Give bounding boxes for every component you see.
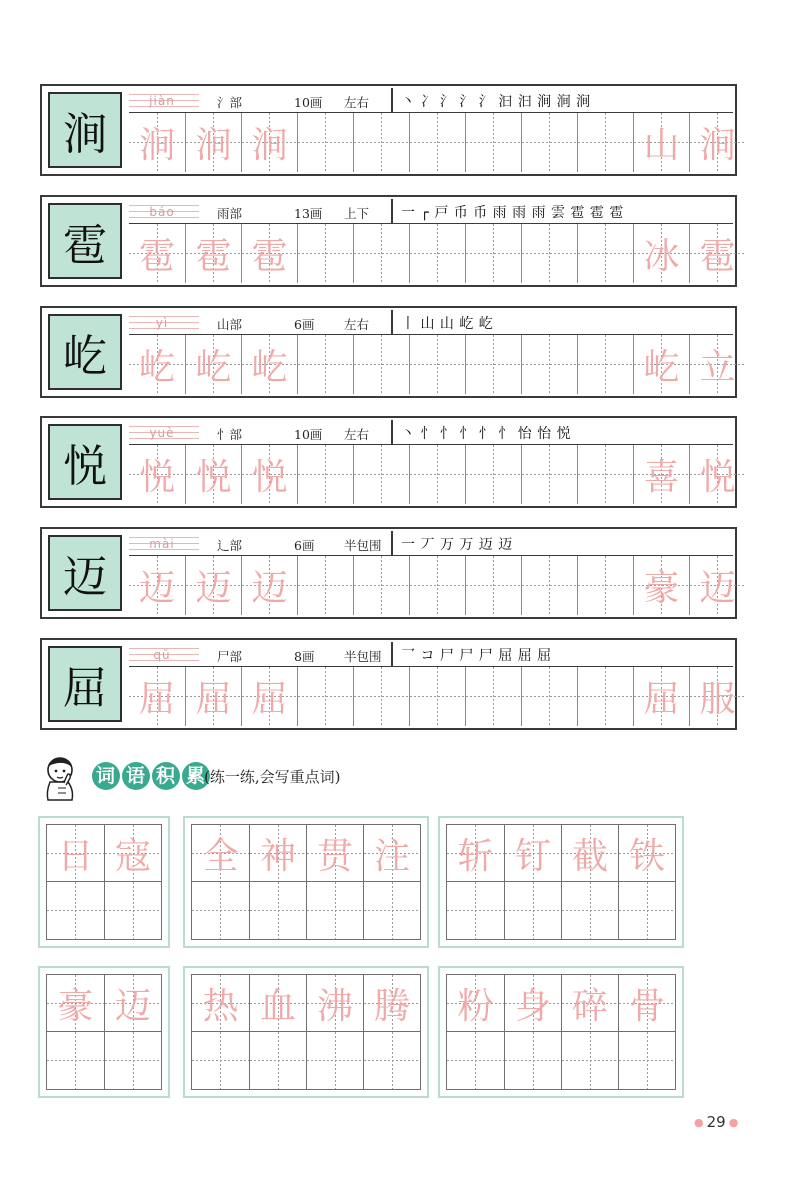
divider — [391, 642, 393, 667]
pinyin: mài — [149, 536, 175, 551]
word-writing-cell[interactable] — [505, 1032, 561, 1089]
structure: 半包围 — [344, 649, 382, 664]
writing-cell[interactable] — [521, 113, 577, 172]
word-writing-cell[interactable] — [105, 882, 161, 939]
word-grid — [183, 816, 429, 948]
word-trace-character: 腾 — [373, 985, 410, 1027]
writing-cell[interactable] — [409, 667, 465, 726]
section-title-char: 积 — [152, 762, 180, 790]
word-column — [306, 975, 363, 1089]
word-trace-character: 身 — [514, 985, 551, 1027]
word-writing-cell[interactable] — [192, 1032, 249, 1089]
writing-grid — [129, 667, 736, 726]
trace-character: 悦 — [138, 457, 175, 498]
word-column — [47, 825, 104, 939]
stroke-order: 一 ┌ 戸 币 币 雨 雨 雨 雲 雹 雹 雹 — [401, 205, 624, 221]
trace-character: 屈 — [138, 679, 175, 720]
word-column — [249, 825, 306, 939]
word-trace-character: 沸 — [316, 985, 353, 1027]
word-writing-cell[interactable] — [364, 1032, 420, 1089]
writing-cell[interactable] — [241, 556, 297, 615]
writing-cell[interactable] — [577, 667, 633, 726]
writing-cell[interactable] — [521, 556, 577, 615]
word-column — [447, 825, 504, 939]
word-writing-cell[interactable] — [47, 882, 104, 939]
word-writing-cell[interactable] — [192, 825, 249, 882]
radical: 辶部 — [217, 538, 243, 553]
main-character-box — [48, 203, 122, 279]
word-writing-cell[interactable] — [619, 1032, 675, 1089]
word-column — [104, 975, 161, 1089]
trace-character: 涧 — [251, 125, 288, 166]
section-title — [86, 762, 216, 790]
structure: 左右 — [344, 95, 370, 110]
word-trace-character: 截 — [571, 835, 608, 877]
writing-cell[interactable] — [689, 556, 745, 615]
stroke-count: 6画 — [294, 317, 315, 332]
word-column — [192, 975, 249, 1089]
word-writing-cell[interactable] — [307, 975, 363, 1032]
writing-cell[interactable] — [633, 556, 689, 615]
structure: 左右 — [344, 317, 370, 332]
character-info-strip — [129, 88, 733, 113]
writing-cell[interactable] — [577, 224, 633, 283]
word-trace-character: 钉 — [514, 835, 551, 877]
child-thinking-icon — [38, 752, 88, 802]
writing-cell[interactable] — [689, 113, 745, 172]
word-writing-cell[interactable] — [619, 882, 675, 939]
stroke-order: 乛 コ 尸 尸 尸 屈 屈 屈 — [401, 648, 552, 664]
writing-cell[interactable] — [241, 224, 297, 283]
writing-cell[interactable] — [185, 224, 241, 283]
character-info-strip — [129, 420, 733, 445]
character-row — [40, 527, 737, 619]
word-writing-cell[interactable] — [47, 1032, 104, 1089]
writing-cell[interactable] — [465, 556, 521, 615]
section-title-char: 词 — [92, 762, 120, 790]
pinyin: báo — [149, 204, 175, 219]
word-writing-cell[interactable] — [250, 825, 306, 882]
trace-character: 悦 — [251, 457, 288, 498]
word-writing-cell[interactable] — [250, 882, 306, 939]
writing-cell[interactable] — [633, 335, 689, 394]
main-character-box — [48, 314, 122, 390]
writing-cell[interactable] — [241, 335, 297, 394]
word-writing-cell[interactable] — [307, 882, 363, 939]
writing-cell[interactable] — [409, 113, 465, 172]
word-writing-cell[interactable] — [250, 1032, 306, 1089]
trace-character: 迈 — [138, 568, 175, 609]
writing-cell[interactable] — [185, 445, 241, 504]
writing-cell[interactable] — [297, 445, 353, 504]
writing-cell[interactable] — [241, 667, 297, 726]
word-writing-cell[interactable] — [47, 975, 104, 1032]
writing-cell[interactable] — [353, 335, 409, 394]
example-word-character: 屹 — [643, 347, 680, 388]
word-column — [306, 825, 363, 939]
example-word-character: 山 — [643, 125, 680, 166]
section-subtitle: (练一练,会写重点词) — [204, 768, 341, 786]
example-word-character: 屈 — [643, 679, 680, 720]
divider — [391, 310, 393, 335]
word-trace-character: 贯 — [316, 835, 353, 877]
page-number-text: 29 — [706, 1113, 726, 1131]
word-writing-cell[interactable] — [364, 882, 420, 939]
word-column — [47, 975, 104, 1089]
trace-character: 屹 — [195, 347, 232, 388]
pinyin: yuè — [149, 425, 175, 440]
pinyin: yì — [155, 315, 169, 330]
bullet-icon: ● — [694, 1115, 704, 1129]
divider — [391, 531, 393, 556]
trace-character: 屈 — [195, 679, 232, 720]
radical: 忄部 — [217, 427, 243, 442]
writing-cell[interactable] — [129, 113, 185, 172]
stroke-order: 丨 山 山 屹 屹 — [401, 316, 494, 332]
writing-cell[interactable] — [689, 445, 745, 504]
word-writing-cell[interactable] — [447, 1032, 504, 1089]
writing-cell[interactable] — [689, 335, 745, 394]
radical: 尸部 — [217, 649, 243, 664]
word-grid-inner — [46, 974, 162, 1090]
word-trace-character: 注 — [373, 835, 410, 877]
word-writing-cell[interactable] — [105, 975, 161, 1032]
word-grid — [438, 966, 684, 1098]
stroke-order: 一 丆 万 万 迈 迈 — [401, 537, 513, 553]
writing-cell[interactable] — [577, 113, 633, 172]
writing-cell[interactable] — [521, 445, 577, 504]
main-character-box — [48, 535, 122, 611]
trace-character: 屹 — [251, 347, 288, 388]
main-character: 屈 — [63, 663, 107, 714]
writing-cell[interactable] — [689, 667, 745, 726]
writing-cell[interactable] — [297, 113, 353, 172]
writing-grid — [129, 113, 736, 172]
trace-character: 屈 — [251, 679, 288, 720]
example-word-character: 迈 — [699, 568, 736, 609]
writing-cell[interactable] — [353, 556, 409, 615]
word-column — [618, 825, 675, 939]
writing-cell[interactable] — [409, 224, 465, 283]
writing-cell[interactable] — [409, 445, 465, 504]
word-writing-cell[interactable] — [505, 975, 561, 1032]
stroke-count: 10画 — [294, 95, 323, 110]
stroke-count: 8画 — [294, 649, 315, 664]
word-column — [561, 975, 618, 1089]
writing-cell[interactable] — [129, 335, 185, 394]
word-column — [504, 975, 561, 1089]
writing-grid — [129, 445, 736, 504]
word-grid-inner — [191, 974, 421, 1090]
word-column — [363, 975, 420, 1089]
word-column — [363, 825, 420, 939]
word-trace-character: 热 — [202, 985, 239, 1027]
page-number — [694, 1113, 738, 1131]
word-writing-cell[interactable] — [364, 975, 420, 1032]
writing-grid — [129, 224, 736, 283]
radical: 氵部 — [217, 95, 243, 110]
writing-cell[interactable] — [353, 113, 409, 172]
example-word-character: 服 — [699, 679, 736, 720]
character-row — [40, 416, 737, 508]
divider — [391, 88, 393, 113]
writing-cell[interactable] — [241, 445, 297, 504]
character-row — [40, 306, 737, 398]
word-grid-inner — [446, 974, 676, 1090]
structure: 左右 — [344, 427, 370, 442]
word-column — [249, 975, 306, 1089]
word-writing-cell[interactable] — [105, 1032, 161, 1089]
writing-cell[interactable] — [129, 667, 185, 726]
word-writing-cell[interactable] — [250, 975, 306, 1032]
trace-character: 迈 — [195, 568, 232, 609]
trace-character: 涧 — [138, 125, 175, 166]
writing-cell[interactable] — [633, 113, 689, 172]
writing-cell[interactable] — [297, 335, 353, 394]
writing-cell[interactable] — [353, 667, 409, 726]
writing-cell[interactable] — [633, 667, 689, 726]
word-writing-cell[interactable] — [505, 882, 561, 939]
main-character-box — [48, 646, 122, 722]
character-info-strip — [129, 531, 733, 556]
word-writing-cell[interactable] — [447, 975, 504, 1032]
word-trace-character: 日 — [57, 835, 94, 877]
writing-cell[interactable] — [409, 556, 465, 615]
word-writing-cell[interactable] — [447, 882, 504, 939]
word-writing-cell[interactable] — [364, 825, 420, 882]
word-trace-character: 迈 — [114, 985, 151, 1027]
stroke-count: 13画 — [294, 206, 323, 221]
main-character: 涧 — [63, 109, 107, 160]
writing-grid — [129, 335, 736, 394]
word-column — [504, 825, 561, 939]
divider — [391, 420, 393, 445]
bullet-icon: ● — [728, 1115, 739, 1129]
word-writing-cell[interactable] — [47, 825, 104, 882]
writing-cell[interactable] — [409, 335, 465, 394]
writing-cell[interactable] — [465, 113, 521, 172]
trace-character: 雹 — [251, 236, 288, 277]
word-trace-character: 骨 — [628, 985, 665, 1027]
main-character: 迈 — [63, 552, 107, 603]
radical: 山部 — [217, 317, 243, 332]
structure: 上下 — [344, 206, 370, 221]
writing-cell[interactable] — [521, 667, 577, 726]
writing-cell[interactable] — [465, 224, 521, 283]
word-writing-cell[interactable] — [562, 882, 618, 939]
word-grid — [38, 966, 170, 1098]
main-character: 雹 — [63, 220, 107, 271]
stroke-order: 丶 忄 忄 忄 忄 忄 怡 怡 悦 — [401, 426, 572, 442]
writing-cell[interactable] — [633, 224, 689, 283]
word-writing-cell[interactable] — [562, 825, 618, 882]
character-info-strip — [129, 199, 733, 224]
word-trace-character: 神 — [259, 835, 296, 877]
word-writing-cell[interactable] — [505, 825, 561, 882]
writing-cell[interactable] — [185, 556, 241, 615]
character-info-strip — [129, 642, 733, 667]
writing-cell[interactable] — [577, 556, 633, 615]
example-word-character: 涧 — [699, 125, 736, 166]
word-writing-cell[interactable] — [192, 975, 249, 1032]
word-writing-cell[interactable] — [619, 975, 675, 1032]
writing-grid — [129, 556, 736, 615]
word-trace-character: 豪 — [57, 985, 94, 1027]
stroke-order: 丶 冫 氵 氵 氵 汩 汩 涧 涧 涧 — [401, 94, 591, 110]
main-character-box — [48, 92, 122, 168]
word-column — [561, 825, 618, 939]
word-trace-character: 碎 — [571, 985, 608, 1027]
word-trace-character: 铁 — [628, 835, 665, 877]
word-trace-character: 粉 — [457, 985, 494, 1027]
section-title-char: 语 — [122, 762, 150, 790]
word-writing-cell[interactable] — [307, 825, 363, 882]
writing-cell[interactable] — [353, 445, 409, 504]
example-word-character: 冰 — [643, 236, 680, 277]
word-trace-character: 寇 — [114, 835, 151, 877]
word-column — [618, 975, 675, 1089]
trace-character: 雹 — [195, 236, 232, 277]
trace-character: 雹 — [138, 236, 175, 277]
section-title-char: 累 — [182, 762, 210, 790]
writing-cell[interactable] — [297, 224, 353, 283]
writing-cell[interactable] — [185, 335, 241, 394]
word-trace-character: 全 — [202, 835, 239, 877]
word-writing-cell[interactable] — [192, 882, 249, 939]
trace-character: 悦 — [195, 457, 232, 498]
example-word-character: 雹 — [699, 236, 736, 277]
writing-cell[interactable] — [465, 445, 521, 504]
main-character: 屹 — [63, 331, 107, 382]
writing-cell[interactable] — [521, 335, 577, 394]
writing-cell[interactable] — [129, 445, 185, 504]
word-grid — [38, 816, 170, 948]
stroke-count: 6画 — [294, 538, 315, 553]
writing-cell[interactable] — [129, 556, 185, 615]
trace-character: 涧 — [195, 125, 232, 166]
writing-cell[interactable] — [241, 113, 297, 172]
divider — [391, 199, 393, 224]
word-writing-cell[interactable] — [562, 975, 618, 1032]
writing-cell[interactable] — [521, 224, 577, 283]
word-writing-cell[interactable] — [447, 825, 504, 882]
trace-character: 屹 — [138, 347, 175, 388]
writing-cell[interactable] — [353, 224, 409, 283]
word-writing-cell[interactable] — [619, 825, 675, 882]
writing-cell[interactable] — [689, 224, 745, 283]
example-word-character: 立 — [699, 347, 736, 388]
example-word-character: 豪 — [643, 568, 680, 609]
writing-cell[interactable] — [633, 445, 689, 504]
word-writing-cell[interactable] — [105, 825, 161, 882]
writing-cell[interactable] — [465, 335, 521, 394]
example-word-character: 喜 — [643, 457, 680, 498]
word-column — [447, 975, 504, 1089]
character-info-strip — [129, 310, 733, 335]
character-row — [40, 195, 737, 287]
radical: 雨部 — [217, 206, 243, 221]
trace-character: 迈 — [251, 568, 288, 609]
word-column — [192, 825, 249, 939]
word-column — [104, 825, 161, 939]
word-grid — [183, 966, 429, 1098]
word-trace-character: 斩 — [457, 835, 494, 877]
word-grid — [438, 816, 684, 948]
word-writing-cell[interactable] — [307, 1032, 363, 1089]
main-character: 悦 — [63, 441, 107, 492]
writing-cell[interactable] — [297, 667, 353, 726]
writing-cell[interactable] — [577, 445, 633, 504]
word-grid-inner — [46, 824, 162, 940]
writing-cell[interactable] — [185, 667, 241, 726]
character-row — [40, 84, 737, 176]
word-accumulation-header — [38, 752, 438, 802]
example-word-character: 悦 — [699, 457, 736, 498]
pinyin: qū — [153, 647, 171, 662]
main-character-box — [48, 424, 122, 500]
writing-cell[interactable] — [297, 556, 353, 615]
word-trace-character: 血 — [259, 985, 296, 1027]
character-row — [40, 638, 737, 730]
writing-cell[interactable] — [577, 335, 633, 394]
writing-cell[interactable] — [185, 113, 241, 172]
structure: 半包围 — [344, 538, 382, 553]
word-grid-inner — [446, 824, 676, 940]
stroke-count: 10画 — [294, 427, 323, 442]
pinyin: jiàn — [149, 93, 175, 108]
writing-cell[interactable] — [465, 667, 521, 726]
writing-cell[interactable] — [129, 224, 185, 283]
word-grid-inner — [191, 824, 421, 940]
word-writing-cell[interactable] — [562, 1032, 618, 1089]
